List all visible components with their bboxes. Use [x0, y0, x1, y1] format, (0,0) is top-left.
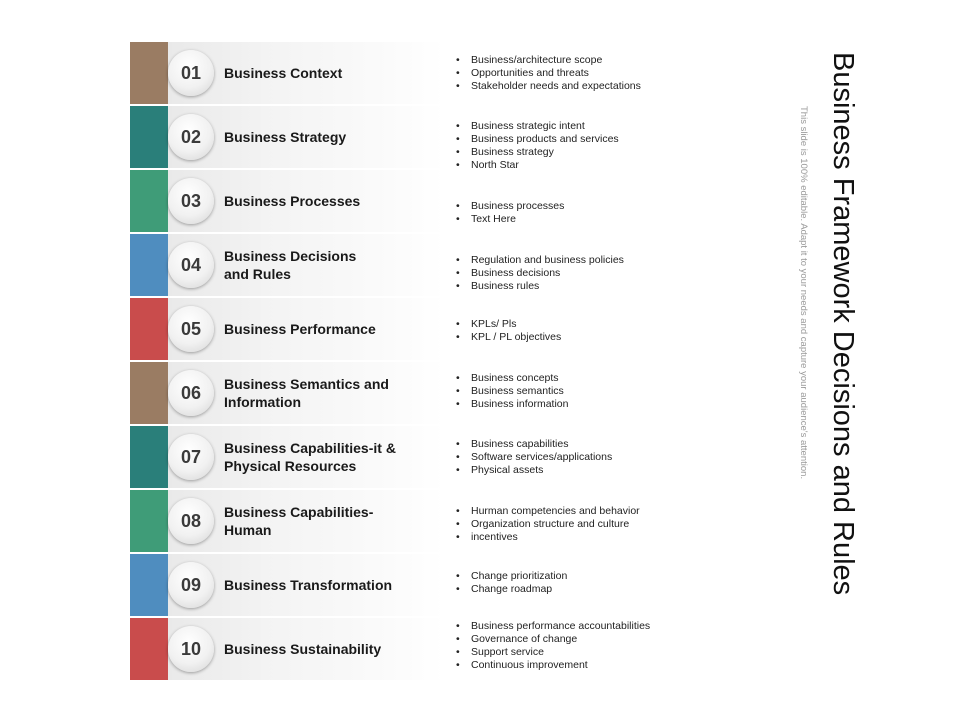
bullet-item: • Business information [456, 398, 686, 411]
bullet-item: • Regulation and business policies [456, 254, 686, 267]
bullet-item: • North Star [456, 159, 686, 172]
row-label: Business Processes [224, 193, 361, 209]
bullet-item: • Business strategy [456, 146, 686, 159]
bullet-item: • KPLs/ Pls [456, 318, 686, 331]
row-label: Business Context [224, 65, 343, 81]
number-badge: 01 [168, 50, 214, 96]
row-label: Business Performance [224, 321, 376, 337]
framework-row [130, 106, 445, 168]
framework-row [130, 618, 445, 680]
bullet-item: • Support service [456, 646, 686, 659]
framework-row [130, 490, 445, 552]
row-label: Business Capabilities-it & Physical Resources [224, 440, 396, 474]
slide-subtitle: This slide is 100% editable. Adapt it to your needs and capture your audience's attention. [798, 106, 809, 480]
bullet-list [456, 254, 686, 293]
row-label: Business Decisions and Rules [224, 248, 357, 282]
slide-title: Business Framework Decisions and Rules [827, 52, 859, 596]
number-badge: 06 [168, 370, 214, 416]
bullet-list [456, 570, 686, 596]
bullet-item: • incentives [456, 531, 686, 544]
bullet-item: • Business capabilities [456, 438, 686, 451]
number-badge: 09 [168, 562, 214, 608]
number-badge: 10 [168, 626, 214, 672]
bullet-item: • Business products and services [456, 133, 686, 146]
number-badge: 02 [168, 114, 214, 160]
bullet-item: • Business semantics [456, 385, 686, 398]
bullet-item: • Software services/applications [456, 451, 686, 464]
bullet-item: • Business decisions [456, 267, 686, 280]
row-label: Business Sustainability [224, 641, 382, 657]
number-badge: 03 [168, 178, 214, 224]
framework-row [130, 426, 445, 488]
framework-row [130, 42, 445, 104]
bullet-item: • Business strategic intent [456, 120, 686, 133]
bullet-item: • Change prioritization [456, 570, 686, 583]
bullet-list [456, 438, 686, 477]
bullet-item: • Business performance accountabilities [456, 620, 686, 633]
framework-row [130, 554, 445, 616]
bullet-item: • Change roadmap [456, 583, 686, 596]
subtitle-container [797, 106, 813, 536]
bullet-list [456, 318, 686, 344]
framework-row [130, 362, 445, 424]
row-label: Business Strategy [224, 129, 347, 145]
bullet-list [456, 620, 686, 672]
row-label: Business Semantics and Information [224, 376, 389, 410]
bullet-item: • KPL / PL objectives [456, 331, 686, 344]
bullet-item: • Opportunities and threats [456, 67, 686, 80]
framework-row [130, 298, 445, 360]
bullet-item: • Business concepts [456, 372, 686, 385]
number-badge: 07 [168, 434, 214, 480]
framework-row [130, 234, 445, 296]
bullet-item: • Organization structure and culture [456, 518, 686, 531]
bullet-list [456, 372, 686, 411]
bullet-item: • Governance of change [456, 633, 686, 646]
row-label: Business Transformation [224, 577, 393, 593]
bullet-item: • Business/architecture scope [456, 54, 686, 67]
bullet-list [456, 505, 686, 544]
bullet-list [456, 54, 686, 93]
bullet-item: • Physical assets [456, 464, 686, 477]
bullet-item: • Business processes [456, 200, 686, 213]
framework-row [130, 170, 445, 232]
bullet-list [456, 120, 686, 172]
bullet-item: • Hurman competencies and behavior [456, 505, 686, 518]
bullet-item: • Continuous improvement [456, 659, 686, 672]
bullet-item: • Text Here [456, 213, 686, 226]
bullet-item: • Business rules [456, 280, 686, 293]
row-label: Business Capabilities- Human [224, 504, 374, 538]
bullet-item: • Stakeholder needs and expectations [456, 80, 686, 93]
number-badge: 08 [168, 498, 214, 544]
number-badge: 04 [168, 242, 214, 288]
title-container [824, 52, 864, 672]
number-badge: 05 [168, 306, 214, 352]
bullet-list [456, 200, 686, 226]
